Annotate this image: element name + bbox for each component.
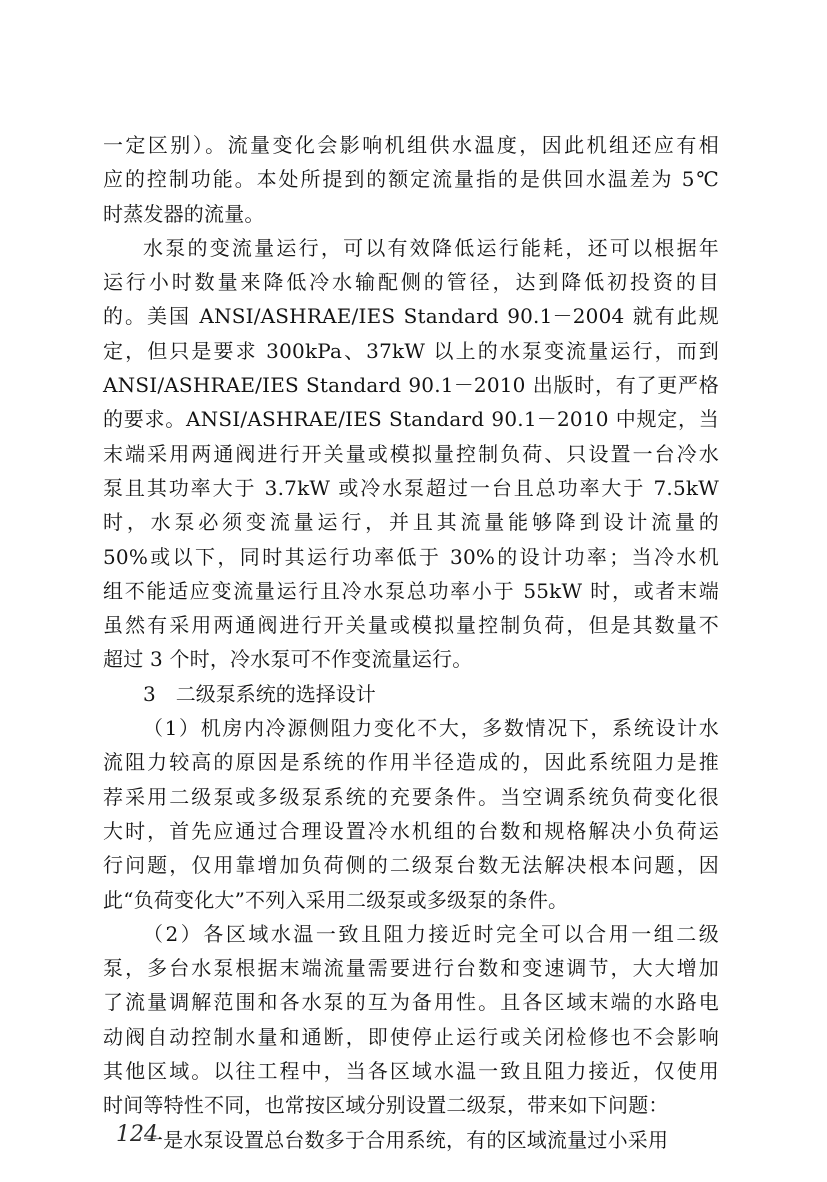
text-line: 50%或以下，同时其运行功率低于 30%的设计功率；当冷水机 [103,544,719,569]
text-line: （1）机房内冷源侧阻力变化不大，多数情况下，系统设计水 [143,716,719,741]
section-heading: 3 二级泵系统的选择设计 [143,681,376,706]
text-line: 虽然有采用两通阀进行开关量或模拟量控制负荷，但是其数量不 [103,613,719,638]
text-line: 泵，多台水泵根据末端流量需要进行台数和变速调节，大大增加 [103,956,719,981]
text-line: 时蒸发器的流量。 [103,201,265,226]
text-line: 一是水泵设置总台数多于合用系统，有的区域流量过小采用 [143,1127,669,1152]
text-line: 时，水泵必须变流量运行，并且其流量能够降到设计流量的 [103,510,719,535]
text-line: ANSI/ASHRAE/IES Standard 90.1－2010 出版时，有了更严格 [103,373,719,398]
text-line: 的。美国 ANSI/ASHRAE/IES Standard 90.1－2004 就有此规 [103,304,719,329]
text-line: 运行小时数量来降低冷水输配侧的管径，达到降低初投资的目 [103,270,719,295]
text-line: 定，但只是要求 300kPa、37kW 以上的水泵变流量运行，而到 [103,338,719,363]
text-line: 末端采用两通阀进行开关量或模拟量控制负荷、只设置一台冷水 [103,441,719,466]
body-text [103,128,719,1157]
text-line: 流阻力较高的原因是系统的作用半径造成的，因此系统阻力是推 [103,750,719,775]
text-line: 其他区域。以往工程中，当各区域水温一致且阻力接近，仅使用 [103,1059,719,1084]
text-line: 泵且其功率大于 3.7kW 或冷水泵超过一台且总功率大于 7.5kW [103,475,719,500]
text-line: 荐采用二级泵或多级泵系统的充要条件。当空调系统负荷变化很 [103,784,719,809]
page-number: 124 [116,1122,158,1147]
text-line: 应的控制功能。本处所提到的额定流量指的是供回水温差为 5℃ [103,167,719,192]
text-line: 的要求。ANSI/ASHRAE/IES Standard 90.1－2010 中规定，当 [103,407,719,432]
text-line: （2）各区域水温一致且阻力接近时完全可以合用一组二级 [143,921,719,946]
text-line: 超过 3 个时，冷水泵可不作变流量运行。 [103,647,473,672]
text-line: 此“负荷变化大”不列入采用二级泵或多级泵的条件。 [103,887,569,912]
text-line: 一定区别）。流量变化会影响机组供水温度，因此机组还应有相 [103,133,719,157]
text-line: 行问题，仅用靠增加负荷侧的二级泵台数无法解决根本问题，因 [103,853,719,878]
text-line: 了流量调解范围和各水泵的互为备用性。且各区域末端的水路电 [103,990,719,1015]
text-line: 大时，首先应通过合理设置冷水机组的台数和规格解决小负荷运 [103,818,719,843]
text-line: 组不能适应变流量运行且冷水泵总功率小于 55kW 时，或者末端 [103,578,719,603]
text-line: 时间等特性不同，也常按区域分别设置二级泵，带来如下问题： [103,1093,669,1118]
text-line: 水泵的变流量运行，可以有效降低运行能耗，还可以根据年 [143,235,719,260]
text-line: 动阀自动控制水量和通断，即使停止运行或关闭检修也不会影响 [103,1024,719,1049]
